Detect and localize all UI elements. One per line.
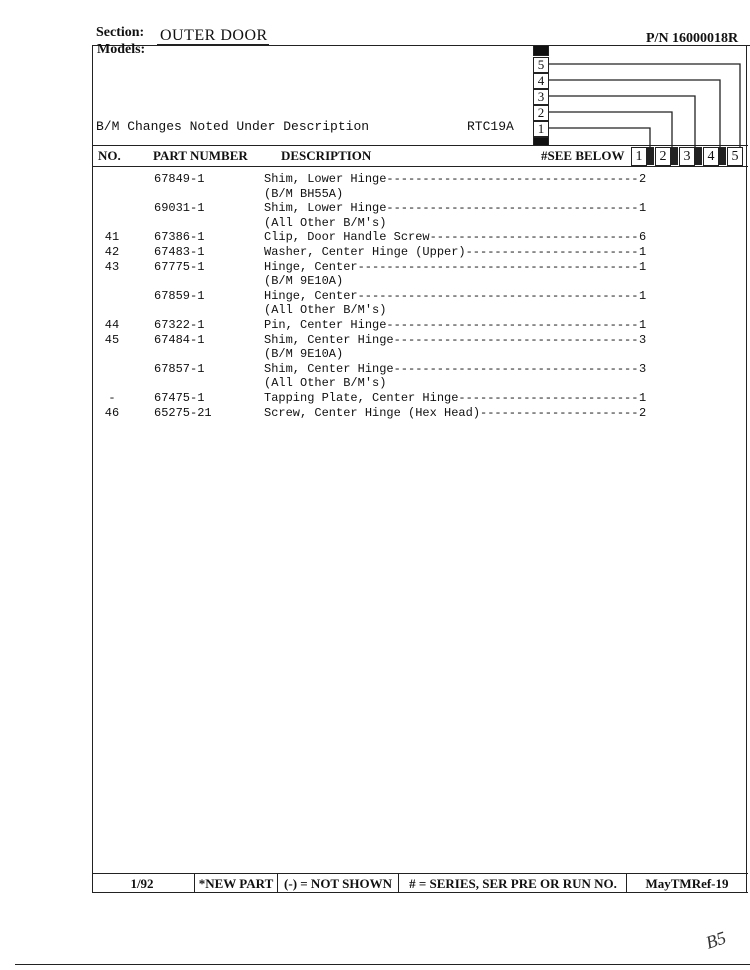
model-box-3: 3 (533, 89, 549, 105)
bm-changes-note: B/M Changes Noted Under Description (96, 119, 370, 134)
model-box-4: 4 (533, 73, 549, 89)
bm-note: (All Other B/M's) (264, 215, 387, 230)
dot-leader: ----------------------------------- (386, 318, 639, 332)
description-cell: Shim, Lower Hinge (264, 201, 387, 216)
dot-leader: ---------------------- (480, 405, 639, 420)
section-label: Section: (96, 25, 145, 40)
description-cell: Tapping Plate, Center Hinge (264, 391, 459, 405)
part-number: P/N 16000018R (646, 31, 739, 46)
quantity-cell: 1 (639, 391, 647, 405)
footer-top-line (92, 873, 748, 874)
quantity-cell: 3 (639, 361, 647, 376)
part-number-cell: 69031-1 (154, 201, 205, 216)
footer-date: 1/92 (130, 876, 154, 891)
series-box-1: 1 (631, 147, 647, 166)
bm-note: (All Other B/M's) (264, 376, 387, 391)
header-rule-bottom (92, 166, 748, 167)
item-number: 43 (104, 259, 120, 274)
series-separator (695, 147, 702, 165)
part-number-cell: 67859-1 (154, 288, 205, 303)
col-see-below: #SEE BELOW (541, 148, 625, 163)
description-cell: Shim, Lower Hinge (264, 172, 387, 186)
quantity-cell: 1 (639, 259, 647, 274)
footer-new-part: *NEW PART (194, 874, 278, 893)
dot-leader: ----------------------------------- (386, 172, 639, 186)
part-number-cell: 67849-1 (154, 172, 205, 186)
section-title: OUTER DOOR (160, 27, 268, 44)
series-box-3: 3 (679, 147, 695, 166)
series-separator (719, 147, 726, 165)
part-number-cell: 67386-1 (154, 230, 205, 245)
frame-right-line (746, 45, 747, 892)
quantity-cell: 3 (639, 332, 647, 347)
part-number-cell: 67484-1 (154, 332, 205, 347)
series-separator (671, 147, 678, 165)
col-part-number: PART NUMBER (153, 148, 248, 163)
dot-leader: --------------------------------------- (357, 259, 639, 274)
dot-leader: ----------------------------------- (386, 201, 639, 216)
bm-note: (All Other B/M's) (264, 303, 387, 318)
quantity-cell: 1 (639, 201, 647, 216)
quantity-cell: 2 (639, 405, 647, 420)
model-box-5: 5 (533, 57, 549, 73)
page-bottom-rule (15, 964, 750, 965)
model-box-1: 1 (533, 121, 549, 137)
series-box-2: 2 (655, 147, 671, 166)
dot-leader: ---------------------------------- (393, 361, 639, 376)
part-number-cell: 67483-1 (154, 245, 205, 259)
quantity-cell: 6 (639, 230, 647, 245)
part-number-cell: 67322-1 (154, 318, 205, 332)
series-box-4: 4 (703, 147, 719, 166)
item-number: 46 (104, 405, 120, 420)
quantity-cell: 1 (639, 288, 647, 303)
description-cell: Shim, Center Hinge (264, 361, 394, 376)
series-box-5: 5 (727, 147, 743, 166)
item-number: - (108, 391, 116, 405)
part-number-cell: 65275-21 (154, 405, 212, 420)
dot-leader: ----------------------------- (429, 230, 639, 245)
description-cell: Washer, Center Hinge (Upper) (264, 245, 466, 259)
item-number: 44 (104, 318, 120, 332)
header-rule-top (92, 145, 748, 146)
footer-ref: MayTMRef-19 (645, 876, 729, 891)
item-number: 45 (104, 332, 120, 347)
description-cell: Clip, Door Handle Screw (264, 230, 430, 245)
footer-not-shown: (-) = NOT SHOWN (278, 874, 399, 893)
model-connector-lines (540, 55, 750, 150)
bm-note: (B/M BH55A) (264, 186, 344, 201)
dot-leader: --------------------------------------- (357, 288, 639, 303)
quantity-cell: 1 (639, 245, 647, 259)
quantity-cell: 1 (639, 318, 647, 332)
col-description: DESCRIPTION (281, 148, 372, 163)
item-number: 42 (104, 245, 120, 259)
models-label: Models: (97, 42, 146, 57)
model-code: RTC19A (467, 119, 514, 134)
col-no: NO. (98, 148, 121, 163)
dot-leader: ------------------------- (458, 391, 639, 405)
part-number-cell: 67475-1 (154, 391, 205, 405)
description-cell: Shim, Center Hinge (264, 332, 394, 347)
bm-note: (B/M 9E10A) (264, 274, 344, 289)
description-cell: Hinge, Center (264, 259, 358, 274)
part-number-cell: 67775-1 (154, 259, 205, 274)
handwritten-annotation: B5 (703, 927, 729, 953)
frame-left-line (92, 45, 93, 892)
frame-top-line (92, 45, 750, 46)
description-cell: Pin, Center Hinge (264, 318, 387, 332)
description-cell: Screw, Center Hinge (Hex Head) (264, 405, 481, 420)
bm-note: (B/M 9E10A) (264, 347, 344, 362)
quantity-cell: 2 (639, 172, 647, 186)
footer-series-legend: # = SERIES, SER PRE OR RUN NO. (400, 874, 627, 893)
dot-leader: ------------------------ (465, 245, 639, 259)
description-cell: Hinge, Center (264, 288, 358, 303)
part-number-cell: 67857-1 (154, 361, 205, 376)
dot-leader: ---------------------------------- (393, 332, 639, 347)
model-box-2: 2 (533, 105, 549, 121)
item-number: 41 (104, 230, 120, 245)
series-separator (647, 147, 654, 165)
